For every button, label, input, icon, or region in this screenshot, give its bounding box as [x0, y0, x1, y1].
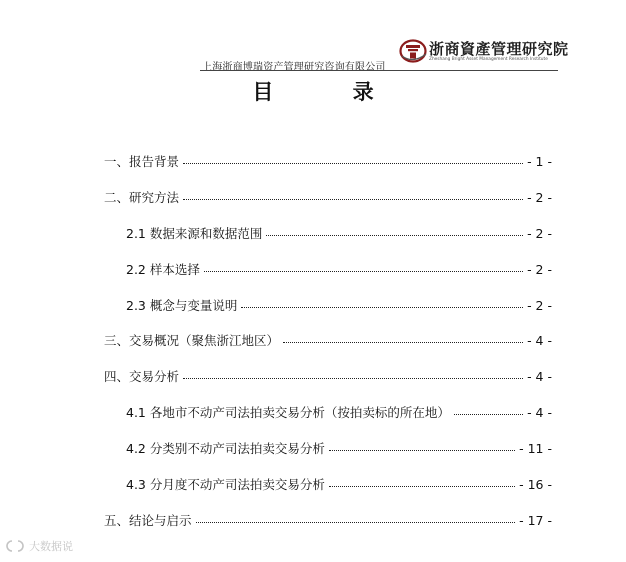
page-header	[0, 0, 626, 72]
toc-entry-label: 4.2 分类别不动产司法拍卖交易分析	[126, 441, 325, 456]
toc-entry-page: - 4 -	[527, 369, 552, 384]
toc-entry-label: 二、研究方法	[104, 190, 180, 205]
toc-entry-page: - 17 -	[519, 513, 552, 528]
toc-entry-page: - 2 -	[527, 226, 552, 241]
toc-entry[interactable]	[104, 188, 552, 208]
dot-leader	[283, 330, 523, 343]
company-name: 上海浙商博瑞资产管理研究咨询有限公司	[202, 62, 386, 73]
dot-leader	[204, 259, 523, 272]
toc-entry-page: - 2 -	[527, 262, 552, 277]
toc-entry-label: 一、报告背景	[104, 154, 180, 169]
toc-entry-label: 2.1 数据来源和数据范围	[126, 226, 263, 241]
toc-entry-label: 五、结论与启示	[104, 513, 192, 528]
watermark-text: 大数据说	[29, 540, 73, 553]
dot-leader	[454, 402, 523, 415]
dot-leader	[241, 295, 523, 308]
dot-leader	[329, 474, 515, 487]
toc-entry[interactable]	[126, 403, 552, 423]
toc-entry-page: - 16 -	[519, 477, 552, 492]
toc-entry[interactable]	[126, 475, 552, 495]
toc-entry[interactable]	[126, 224, 552, 244]
toc-entry-page: - 1 -	[527, 154, 552, 169]
institute-logo-icon	[399, 38, 429, 64]
toc-entry-page: - 2 -	[527, 190, 552, 205]
toc-entry[interactable]	[104, 511, 552, 531]
toc-entry-label: 4.3 分月度不动产司法拍卖交易分析	[126, 477, 325, 492]
toc-entry-label: 四、交易分析	[104, 369, 180, 384]
dot-leader	[183, 187, 523, 200]
toc-entry[interactable]	[126, 296, 552, 316]
dot-leader	[196, 510, 516, 523]
dot-leader	[183, 366, 523, 379]
toc-entry[interactable]	[126, 260, 552, 280]
toc-entry-page: - 4 -	[527, 333, 552, 348]
institute-logo	[399, 38, 569, 68]
toc-entry-page: - 2 -	[527, 298, 552, 313]
watermark	[6, 538, 73, 554]
toc-entry[interactable]	[104, 367, 552, 387]
toc-entry-label: 4.1 各地市不动产司法拍卖交易分析（按拍卖标的所在地）	[126, 405, 450, 420]
dot-leader	[329, 438, 515, 451]
logo-name: 浙商資產管理研究院	[429, 40, 569, 58]
dot-leader	[183, 151, 523, 164]
logo-subtitle: Zheshang Bright Asset Management Research Institute	[429, 57, 548, 62]
dot-leader	[266, 223, 523, 236]
toc-entry-page: - 4 -	[527, 405, 552, 420]
toc-entry[interactable]	[104, 152, 552, 172]
toc-entry-label: 三、交易概况（聚焦浙江地区）	[104, 333, 280, 348]
header-divider	[200, 70, 558, 71]
toc-entry[interactable]	[126, 439, 552, 459]
toc-entry[interactable]	[104, 331, 552, 351]
toc-entry-label: 2.3 概念与变量说明	[126, 298, 238, 313]
toc-entry-label: 2.2 样本选择	[126, 262, 200, 277]
watermark-logo-icon	[6, 540, 26, 552]
toc-title: 目 录	[252, 80, 410, 104]
toc-entry-page: - 11 -	[519, 441, 552, 456]
